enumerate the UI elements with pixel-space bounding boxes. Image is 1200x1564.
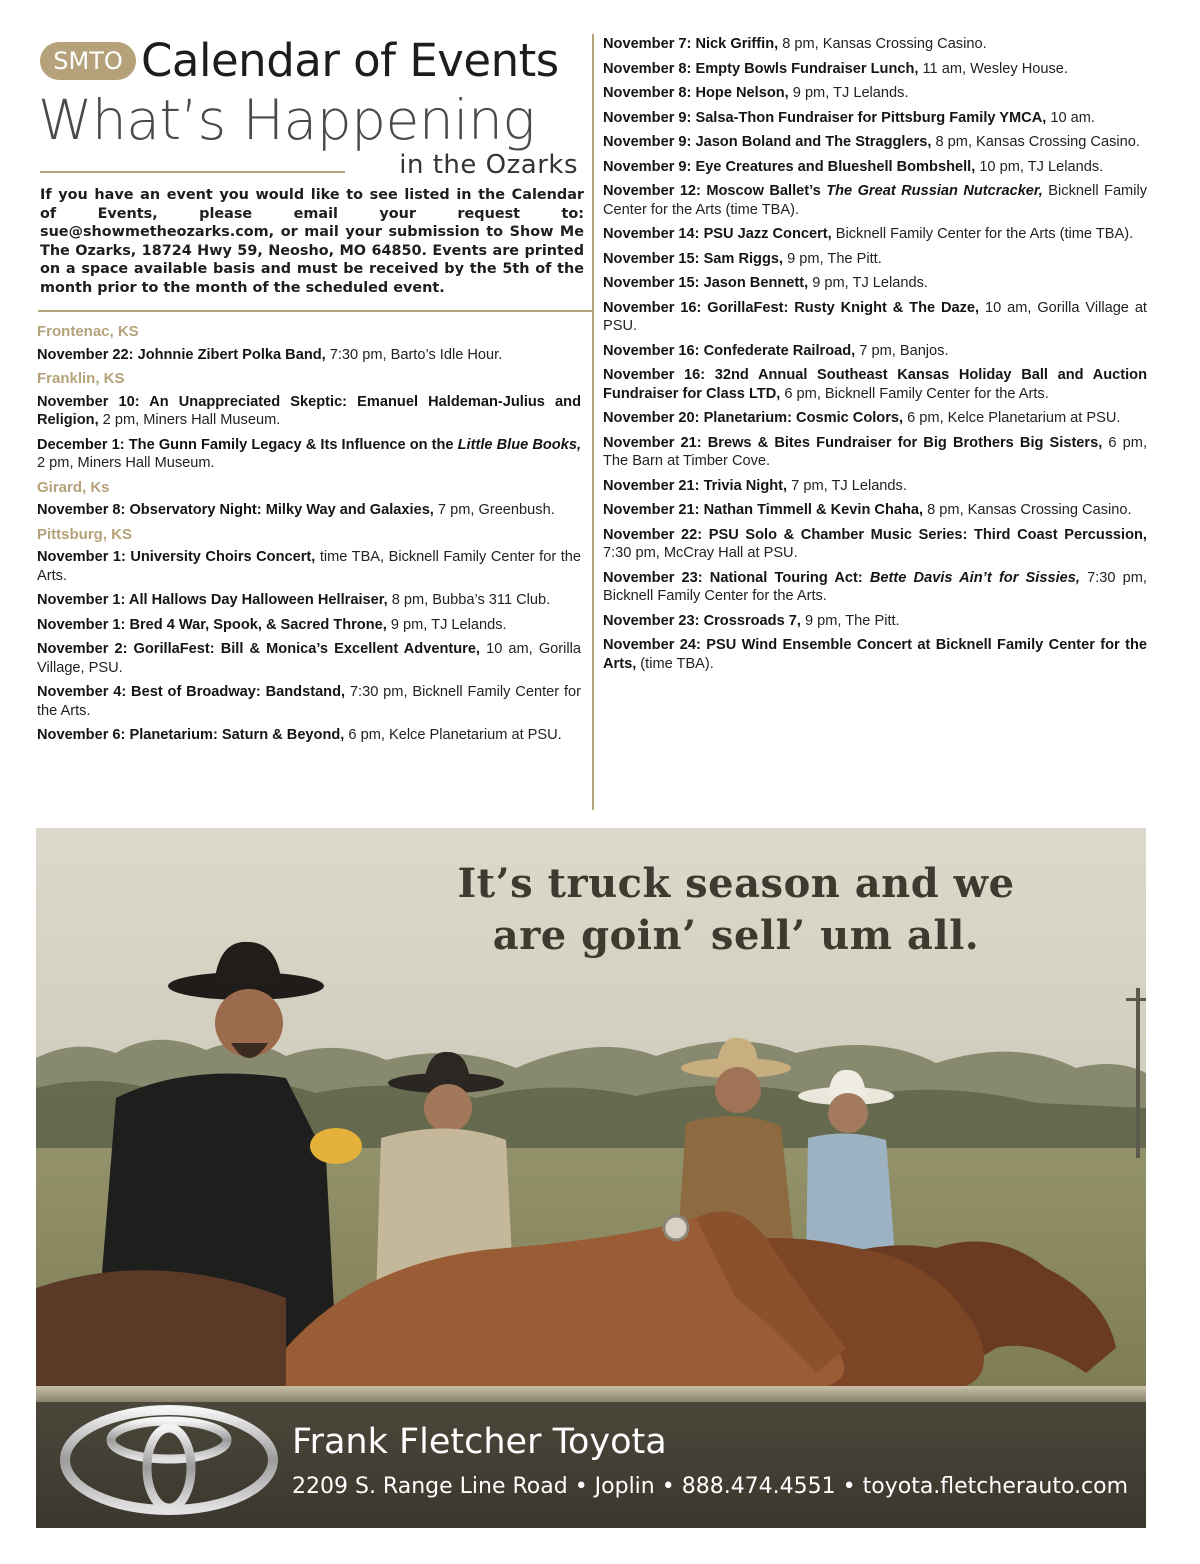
event-item (603, 526, 1147, 563)
event-title: November 15: Jason Bennett, (603, 275, 809, 291)
event-item (603, 434, 1147, 471)
event-item (603, 569, 1147, 606)
event-details: 10 am, Gorilla Village, PSU. (37, 641, 582, 676)
event-item (603, 250, 1147, 269)
page-title: Calendar of Events (141, 34, 559, 87)
event-details: 8 pm, Kansas Crossing Casino. (778, 36, 987, 52)
event-title: November 22: Johnnie Zibert Polka Band, (37, 346, 326, 363)
event-title: November 1: All Hallows Day Halloween Hellraiser, (37, 592, 388, 608)
event-item (603, 612, 1147, 631)
region-heading-girard: Girard, Ks (37, 478, 110, 496)
event-item (603, 477, 1147, 496)
event-details: 9 pm, The Pitt. (800, 612, 900, 629)
event-details: 6 pm, Bicknell Family Center for the Arts. (780, 385, 1049, 402)
event-title: November 21: Nathan Timmell & Kevin Chaha, (603, 502, 924, 518)
event-details: 10 am. (1046, 109, 1095, 126)
event-title: November 21: Trivia Night, (603, 477, 788, 494)
dealer-name: Frank Fletcher Toyota (292, 1422, 667, 1462)
column-divider (592, 34, 594, 810)
event-item (37, 683, 581, 720)
intro-divider (38, 310, 593, 312)
event-details: 9 pm, TJ Lelands. (808, 275, 928, 291)
event-details: (time TBA). (636, 655, 714, 672)
event-title: November 4: Best of Broadway: Bandstand, (37, 684, 346, 700)
event-title: November 20: Planetarium: Cosmic Colors, (603, 410, 904, 426)
event-item (37, 501, 581, 520)
event-title: November 8: Empty Bowls Fundraiser Lunch, (603, 60, 919, 77)
event-details: 6 pm, Kelce Planetarium at PSU. (344, 727, 562, 743)
region-heading-franklin: Franklin, KS (37, 370, 125, 387)
event-item (37, 436, 581, 473)
events-right-column (603, 35, 1147, 679)
event-item (37, 591, 581, 610)
event-details: 8 pm, Kansas Crossing Casino. (931, 134, 1140, 150)
event-details: 7 pm, TJ Lelands. (787, 477, 907, 494)
event-details: Bicknell Family Center for the Arts (time TBA). (603, 183, 1147, 218)
event-item (37, 616, 581, 635)
event-title: November 8: Hope Nelson, (603, 85, 789, 101)
event-details: 9 pm, TJ Lelands. (386, 616, 507, 633)
event-item (37, 640, 581, 677)
event-title: November 15: Sam Riggs, (603, 250, 784, 267)
event-title: November 1: University Choirs Concert, (37, 549, 316, 565)
event-item (603, 274, 1147, 293)
smto-badge: SMTO (40, 42, 136, 80)
event-details: 7:30 pm, Bicknell Family Center for the Arts. (37, 684, 581, 719)
subtitle-rule (40, 171, 345, 173)
event-title: November 9: Jason Boland and The Stragglers, (603, 134, 932, 150)
event-details: 7:30 pm, Bicknell Family Center for the Arts. (603, 569, 1147, 604)
ad-headline-line2: are goin’ sell’ um all. (492, 912, 980, 959)
event-title: November 8: Observatory Night: Milky Way and Galaxies, (37, 502, 434, 518)
event-details: 7:30 pm, Barto’s Idle Hour. (325, 346, 503, 363)
event-item (603, 109, 1147, 128)
event-details: 11 am, Wesley House. (918, 60, 1068, 77)
event-item (603, 133, 1147, 152)
event-title: November 6: Planetarium: Saturn & Beyond, (37, 727, 345, 743)
event-item (603, 84, 1147, 103)
banner-highlight (36, 1386, 1146, 1402)
event-item (37, 393, 581, 430)
event-item (603, 35, 1147, 54)
event-title: November 16: Confederate Railroad, (603, 342, 856, 359)
event-details: 8 pm, Bubba’s 311 Club. (387, 592, 551, 608)
event-title: November 16: 32nd Annual Southeast Kansas Holiday Ball and Auction Fundraiser for Class LTD, (603, 367, 1147, 402)
event-item (603, 60, 1147, 79)
event-item (37, 346, 581, 365)
dealer-contact-info: 2209 S. Range Line Road • Joplin • 888.474.4551 • toyota.fletcherauto.com (292, 1474, 1129, 1499)
event-title: November 14: PSU Jazz Concert, (603, 226, 832, 242)
event-title: November 1: Bred 4 War, Spook, & Sacred Throne, (37, 616, 387, 633)
event-details: 2 pm, Miners Hall Museum. (37, 455, 215, 471)
event-title: November 23: Crossroads 7, (603, 612, 801, 629)
event-details: 9 pm, The Pitt. (783, 250, 882, 267)
event-details: 6 pm, The Barn at Timber Cove. (603, 434, 1147, 469)
event-item (603, 225, 1147, 244)
region-heading-pittsburg: Pittsburg, KS (37, 525, 133, 543)
page-subtitle-ozarks: in the Ozarks (399, 150, 578, 180)
event-item (603, 636, 1147, 673)
event-details: 6 pm, Kelce Planetarium at PSU. (903, 410, 1121, 426)
event-title: November 9: Eye Creatures and Blueshell Bombshell, (603, 158, 976, 175)
event-item (603, 299, 1147, 336)
event-details: 7 pm, Banjos. (855, 342, 949, 359)
event-item (37, 548, 581, 585)
event-title-italic: The Great Russian Nutcracker, (826, 183, 1043, 199)
toyota-logo-icon (58, 1404, 280, 1516)
event-title: November 9: Salsa-Thon Fundraiser for Pittsburg Family YMCA, (603, 109, 1047, 126)
dealer-banner (36, 1386, 1146, 1528)
page-subtitle: What’s Happening (38, 88, 535, 152)
calendar-header (38, 30, 586, 190)
event-item (603, 501, 1147, 520)
event-details: 9 pm, TJ Lelands. (788, 85, 909, 101)
event-title: November 21: Brews & Bites Fundraiser for Big Brothers Big Sisters, (603, 434, 1103, 451)
event-item (603, 409, 1147, 428)
event-title-italic: Bette Davis Ain’t for Sissies, (869, 569, 1080, 586)
event-title: November 12: Moscow Ballet’s (603, 183, 827, 199)
event-details: 7:30 pm, McCray Hall at PSU. (603, 545, 798, 561)
event-details: 10 pm, TJ Lelands. (975, 158, 1104, 175)
ad-headline (366, 858, 1106, 962)
event-details: 7 pm, Greenbush. (433, 502, 555, 518)
events-left-column (37, 320, 581, 751)
event-title: November 23: National Touring Act: (603, 569, 870, 586)
event-details: 8 pm, Kansas Crossing Casino. (923, 502, 1132, 518)
event-details: 2 pm, Miners Hall Museum. (98, 412, 281, 428)
event-details: Bicknell Family Center for the Arts (time TBA). (831, 226, 1134, 242)
event-item (603, 158, 1147, 177)
event-title-italic: Little Blue Books, (457, 436, 581, 453)
event-title: November 16: GorillaFest: Rusty Knight & The Daze, (603, 299, 980, 316)
event-title: November 24: PSU Wind Ensemble Concert at Bicknell Family Center for the Arts, (603, 637, 1147, 672)
event-item (603, 342, 1147, 361)
submission-instructions: If you have an event you would like to see listed in the Calendar of Events, please email your request to: sue@showmetheozarks.com, or mail your submission to Show Me The Ozarks, 18724 Hwy 59, Neosho, MO 64850. Events are printed on a space available basis and must be received by the 5th of the month prior to the month of the scheduled event. (40, 187, 584, 296)
toyota-advertisement[interactable] (36, 828, 1146, 1528)
event-item (603, 182, 1147, 219)
event-title: December 1: The Gunn Family Legacy & Its Influence on the (37, 436, 458, 453)
event-details: 10 am, Gorilla Village at PSU. (603, 299, 1147, 334)
event-title: November 22: PSU Solo & Chamber Music Series: Third Coast Percussion, (603, 526, 1147, 543)
event-item (603, 366, 1147, 403)
event-title: November 10: An Unappreciated Skeptic: Emanuel Haldeman-Julius and Religion, (37, 393, 581, 428)
event-details: time TBA, Bicknell Family Center for the Arts. (37, 549, 581, 584)
region-heading-frontenac: Frontenac, KS (37, 323, 139, 340)
ad-headline-line1: It’s truck season and we (457, 860, 1015, 907)
event-title: November 7: Nick Griffin, (603, 36, 779, 52)
event-item (37, 726, 581, 745)
event-title: November 2: GorillaFest: Bill & Monica’s Excellent Adventure, (37, 641, 480, 657)
